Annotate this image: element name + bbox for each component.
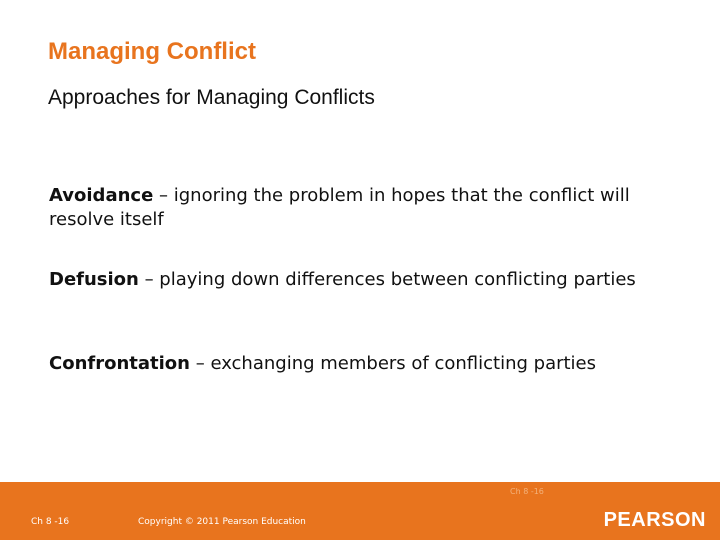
approach-term: Confrontation <box>49 353 190 374</box>
approach-confrontation <box>49 352 649 376</box>
footer-page-number: Ch 8 -16 <box>31 517 70 527</box>
approach-term: Defusion <box>49 269 139 290</box>
approach-description: – exchanging members of conflicting parties <box>190 353 597 374</box>
slide-subtitle: Approaches for Managing Conflicts <box>48 86 375 109</box>
footer-ghost-label: Ch 8 -16 <box>510 487 544 496</box>
pearson-logo: PEARSON <box>603 509 706 531</box>
slide-title: Managing Conflict <box>48 38 256 65</box>
approach-description: – ignoring the problem in hopes that the conflict will resolve itself <box>49 185 630 230</box>
approach-defusion <box>49 268 649 292</box>
approach-term: Avoidance <box>49 185 154 206</box>
footer-copyright: Copyright © 2011 Pearson Education <box>138 517 306 527</box>
approach-avoidance <box>49 184 649 232</box>
approach-description: – playing down differences between conflicting parties <box>138 269 636 290</box>
